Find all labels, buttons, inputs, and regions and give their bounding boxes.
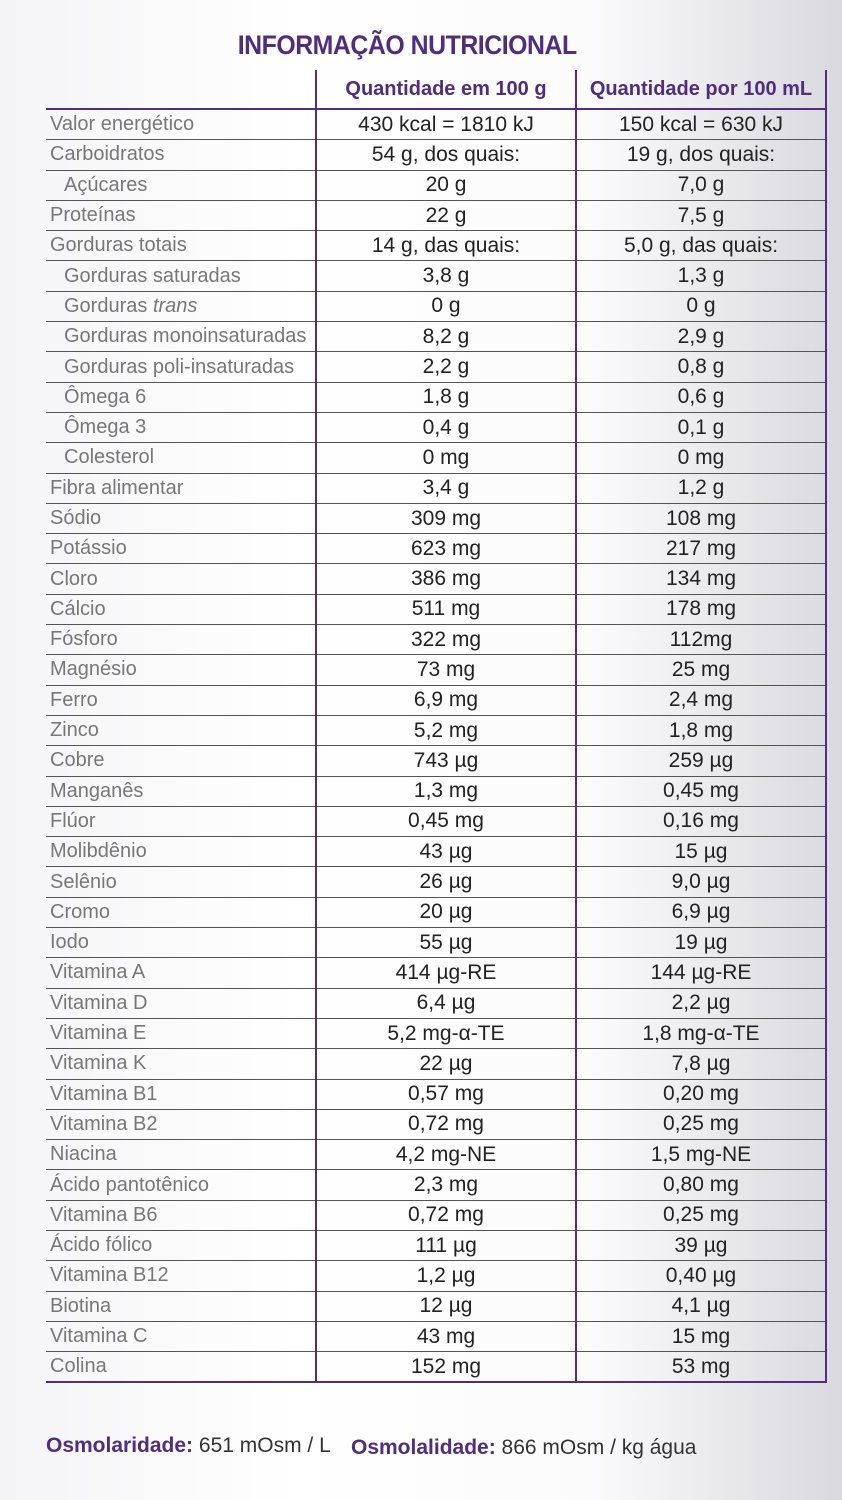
value-per-100ml: 178 mg (576, 594, 826, 624)
value-per-100ml: 108 mg (576, 503, 826, 533)
value-per-100g: 0,57 mg (316, 1079, 576, 1109)
value-per-100g: 414 µg-RE (316, 958, 576, 988)
table-row (46, 473, 826, 503)
table-row (46, 988, 826, 1018)
nutrient-name: Ômega 6 (46, 382, 316, 412)
table-row (46, 867, 826, 897)
value-per-100g: 0 mg (316, 443, 576, 473)
value-per-100g: 43 µg (316, 837, 576, 867)
value-per-100ml: 1,3 g (576, 261, 826, 291)
nutrient-name: Colesterol (46, 443, 316, 473)
table-row (46, 685, 826, 715)
value-per-100g: 43 mg (316, 1321, 576, 1351)
nutrient-name: Vitamina B2 (46, 1109, 316, 1139)
value-per-100g: 623 mg (316, 534, 576, 564)
table-row (46, 837, 826, 867)
table-row (46, 1261, 826, 1291)
nutrient-name: Carboidratos (46, 140, 316, 170)
value-per-100g: 22 g (316, 200, 576, 230)
nutrient-name: Ferro (46, 685, 316, 715)
value-per-100ml: 0,25 mg (576, 1200, 826, 1230)
value-per-100g: 1,2 µg (316, 1261, 576, 1291)
osmolalidade-value: 866 mOsm / kg água (501, 1436, 697, 1459)
value-per-100g: 14 g, das quais: (316, 231, 576, 261)
nutrient-name: Iodo (46, 928, 316, 958)
value-per-100g: 5,2 mg (316, 715, 576, 745)
value-per-100ml: 39 µg (576, 1230, 826, 1260)
table-row (46, 1200, 826, 1230)
nutrient-name: Gorduras trans (46, 291, 316, 321)
value-per-100ml: 15 mg (576, 1321, 826, 1351)
nutrient-name: Molibdênio (46, 837, 316, 867)
osmolalidade-label: Osmolalidade: (351, 1436, 496, 1459)
value-per-100ml: 0 mg (576, 443, 826, 473)
table-row (46, 715, 826, 745)
value-per-100ml: 0,8 g (576, 352, 826, 382)
table-row (46, 503, 826, 533)
table-row (46, 1352, 826, 1383)
table-row (46, 655, 826, 685)
nutrient-name: Cloro (46, 564, 316, 594)
value-per-100g: 2,3 mg (316, 1170, 576, 1200)
value-per-100ml: 4,1 µg (576, 1291, 826, 1321)
value-per-100g: 0,72 mg (316, 1200, 576, 1230)
nutrient-name: Vitamina B1 (46, 1079, 316, 1109)
value-per-100ml: 5,0 g, das quais: (576, 231, 826, 261)
table-row (46, 1170, 826, 1200)
nutrient-name: Valor energético (46, 109, 316, 140)
value-per-100ml: 0,6 g (576, 382, 826, 412)
nutrient-name: Sódio (46, 503, 316, 533)
value-per-100g: 1,3 mg (316, 776, 576, 806)
table-row (46, 291, 826, 321)
table-row (46, 170, 826, 200)
table-row (46, 1109, 826, 1139)
nutrient-name: Gorduras totais (46, 231, 316, 261)
value-per-100ml: 15 µg (576, 837, 826, 867)
nutrient-name: Cobre (46, 746, 316, 776)
value-per-100g: 12 µg (316, 1291, 576, 1321)
value-per-100ml: 0,40 µg (576, 1261, 826, 1291)
value-per-100ml: 1,2 g (576, 473, 826, 503)
value-per-100g: 0 g (316, 291, 576, 321)
table-row (46, 1140, 826, 1170)
value-per-100ml: 53 mg (576, 1352, 826, 1383)
nutrient-name: Cromo (46, 897, 316, 927)
value-per-100ml: 25 mg (576, 655, 826, 685)
value-per-100g: 26 µg (316, 867, 576, 897)
nutrient-name: Magnésio (46, 655, 316, 685)
value-per-100g: 22 µg (316, 1049, 576, 1079)
value-per-100g: 386 mg (316, 564, 576, 594)
table-row (46, 1230, 826, 1260)
nutrient-name: Açúcares (46, 170, 316, 200)
table-row (46, 776, 826, 806)
value-per-100ml: 1,8 mg-α-TE (576, 1018, 826, 1048)
nutrient-name: Vitamina B6 (46, 1200, 316, 1230)
nutrient-name: Vitamina B12 (46, 1261, 316, 1291)
header-per-100ml: Quantidade por 100 mL (576, 70, 826, 109)
value-per-100ml: 9,0 µg (576, 867, 826, 897)
nutrient-name: Fibra alimentar (46, 473, 316, 503)
nutrition-table-body (46, 109, 826, 1382)
page-title: INFORMAÇÃO NUTRICIONAL (237, 30, 577, 60)
nutrient-name: Vitamina A (46, 958, 316, 988)
value-per-100ml: 112mg (576, 625, 826, 655)
table-row (46, 382, 826, 412)
nutrient-name: Fósforo (46, 625, 316, 655)
value-per-100g: 322 mg (316, 625, 576, 655)
osmolarity-footer (46, 1434, 826, 1458)
table-row (46, 746, 826, 776)
nutrient-name: Potássio (46, 534, 316, 564)
value-per-100g: 20 µg (316, 897, 576, 927)
value-per-100ml: 0,20 mg (576, 1079, 826, 1109)
value-per-100ml: 2,9 g (576, 322, 826, 352)
osmolaridade-block (46, 1434, 331, 1457)
nutrient-name: Colina (46, 1352, 316, 1383)
value-per-100g: 0,72 mg (316, 1109, 576, 1139)
value-per-100g: 3,8 g (316, 261, 576, 291)
table-row (46, 200, 826, 230)
nutrient-name: Ômega 3 (46, 412, 316, 442)
value-per-100g: 743 µg (316, 746, 576, 776)
value-per-100g: 73 mg (316, 655, 576, 685)
header-nutrient (46, 70, 316, 109)
osmolalidade-block (351, 1436, 696, 1460)
nutrient-name: Zinco (46, 715, 316, 745)
nutrient-name: Cálcio (46, 594, 316, 624)
table-row (46, 109, 826, 140)
value-per-100ml: 2,4 mg (576, 685, 826, 715)
value-per-100ml: 134 mg (576, 564, 826, 594)
table-row (46, 1049, 826, 1079)
nutrient-name: Manganês (46, 776, 316, 806)
value-per-100ml: 1,8 mg (576, 715, 826, 745)
table-row (46, 140, 826, 170)
value-per-100g: 54 g, dos quais: (316, 140, 576, 170)
value-per-100ml: 1,5 mg-NE (576, 1140, 826, 1170)
value-per-100ml: 7,8 µg (576, 1049, 826, 1079)
table-row (46, 928, 826, 958)
table-row (46, 564, 826, 594)
value-per-100g: 2,2 g (316, 352, 576, 382)
value-per-100ml: 144 µg-RE (576, 958, 826, 988)
nutrient-name: Biotina (46, 1291, 316, 1321)
trans-italic-text: trans (152, 294, 198, 317)
nutrition-table (46, 70, 827, 1383)
value-per-100g: 6,9 mg (316, 685, 576, 715)
nutrient-name: Gorduras poli-insaturadas (46, 352, 316, 382)
table-row (46, 958, 826, 988)
table-row (46, 534, 826, 564)
value-per-100g: 55 µg (316, 928, 576, 958)
table-row (46, 1291, 826, 1321)
nutrient-name: Ácido pantotênico (46, 1170, 316, 1200)
nutrient-name: Gorduras monoinsaturadas (46, 322, 316, 352)
table-row (46, 806, 826, 836)
table-header-row (46, 70, 826, 109)
nutrient-name: Vitamina C (46, 1321, 316, 1351)
value-per-100ml: 7,0 g (576, 170, 826, 200)
table-row (46, 897, 826, 927)
value-per-100ml: 0,45 mg (576, 776, 826, 806)
nutrition-table-container (46, 70, 826, 1383)
value-per-100g: 3,4 g (316, 473, 576, 503)
osmolaridade-value: 651 mOsm / L (198, 1434, 331, 1457)
value-per-100ml: 259 µg (576, 746, 826, 776)
value-per-100ml: 150 kcal = 630 kJ (576, 109, 826, 140)
nutrient-name: Vitamina D (46, 988, 316, 1018)
nutrient-name: Flúor (46, 806, 316, 836)
value-per-100ml: 2,2 µg (576, 988, 826, 1018)
value-per-100ml: 0,16 mg (576, 806, 826, 836)
value-per-100ml: 19 µg (576, 928, 826, 958)
value-per-100g: 111 µg (316, 1230, 576, 1260)
value-per-100ml: 0 g (576, 291, 826, 321)
table-row (46, 625, 826, 655)
nutrient-name: Niacina (46, 1140, 316, 1170)
value-per-100ml: 0,1 g (576, 412, 826, 442)
value-per-100ml: 7,5 g (576, 200, 826, 230)
nutrient-name: Selênio (46, 867, 316, 897)
table-row (46, 261, 826, 291)
value-per-100g: 4,2 mg-NE (316, 1140, 576, 1170)
value-per-100ml: 6,9 µg (576, 897, 826, 927)
table-row (46, 1079, 826, 1109)
value-per-100g: 511 mg (316, 594, 576, 624)
value-per-100ml: 217 mg (576, 534, 826, 564)
value-per-100g: 8,2 g (316, 322, 576, 352)
table-row (46, 1018, 826, 1048)
value-per-100ml: 0,25 mg (576, 1109, 826, 1139)
table-row (46, 231, 826, 261)
value-per-100g: 1,8 g (316, 382, 576, 412)
header-per-100g: Quantidade em 100 g (316, 70, 576, 109)
table-row (46, 352, 826, 382)
value-per-100g: 0,45 mg (316, 806, 576, 836)
value-per-100g: 309 mg (316, 503, 576, 533)
value-per-100ml: 19 g, dos quais: (576, 140, 826, 170)
table-row (46, 443, 826, 473)
nutrient-name: Ácido fólico (46, 1230, 316, 1260)
value-per-100g: 5,2 mg-α-TE (316, 1018, 576, 1048)
table-row (46, 412, 826, 442)
value-per-100g: 430 kcal = 1810 kJ (316, 109, 576, 140)
nutrient-name: Proteínas (46, 200, 316, 230)
value-per-100g: 20 g (316, 170, 576, 200)
table-row (46, 322, 826, 352)
nutrient-name: Vitamina K (46, 1049, 316, 1079)
value-per-100g: 6,4 µg (316, 988, 576, 1018)
nutrient-name: Vitamina E (46, 1018, 316, 1048)
value-per-100g: 0,4 g (316, 412, 576, 442)
table-row (46, 594, 826, 624)
value-per-100g: 152 mg (316, 1352, 576, 1383)
value-per-100ml: 0,80 mg (576, 1170, 826, 1200)
table-row (46, 1321, 826, 1351)
nutrient-name: Gorduras saturadas (46, 261, 316, 291)
osmolaridade-label: Osmolaridade: (46, 1434, 194, 1457)
